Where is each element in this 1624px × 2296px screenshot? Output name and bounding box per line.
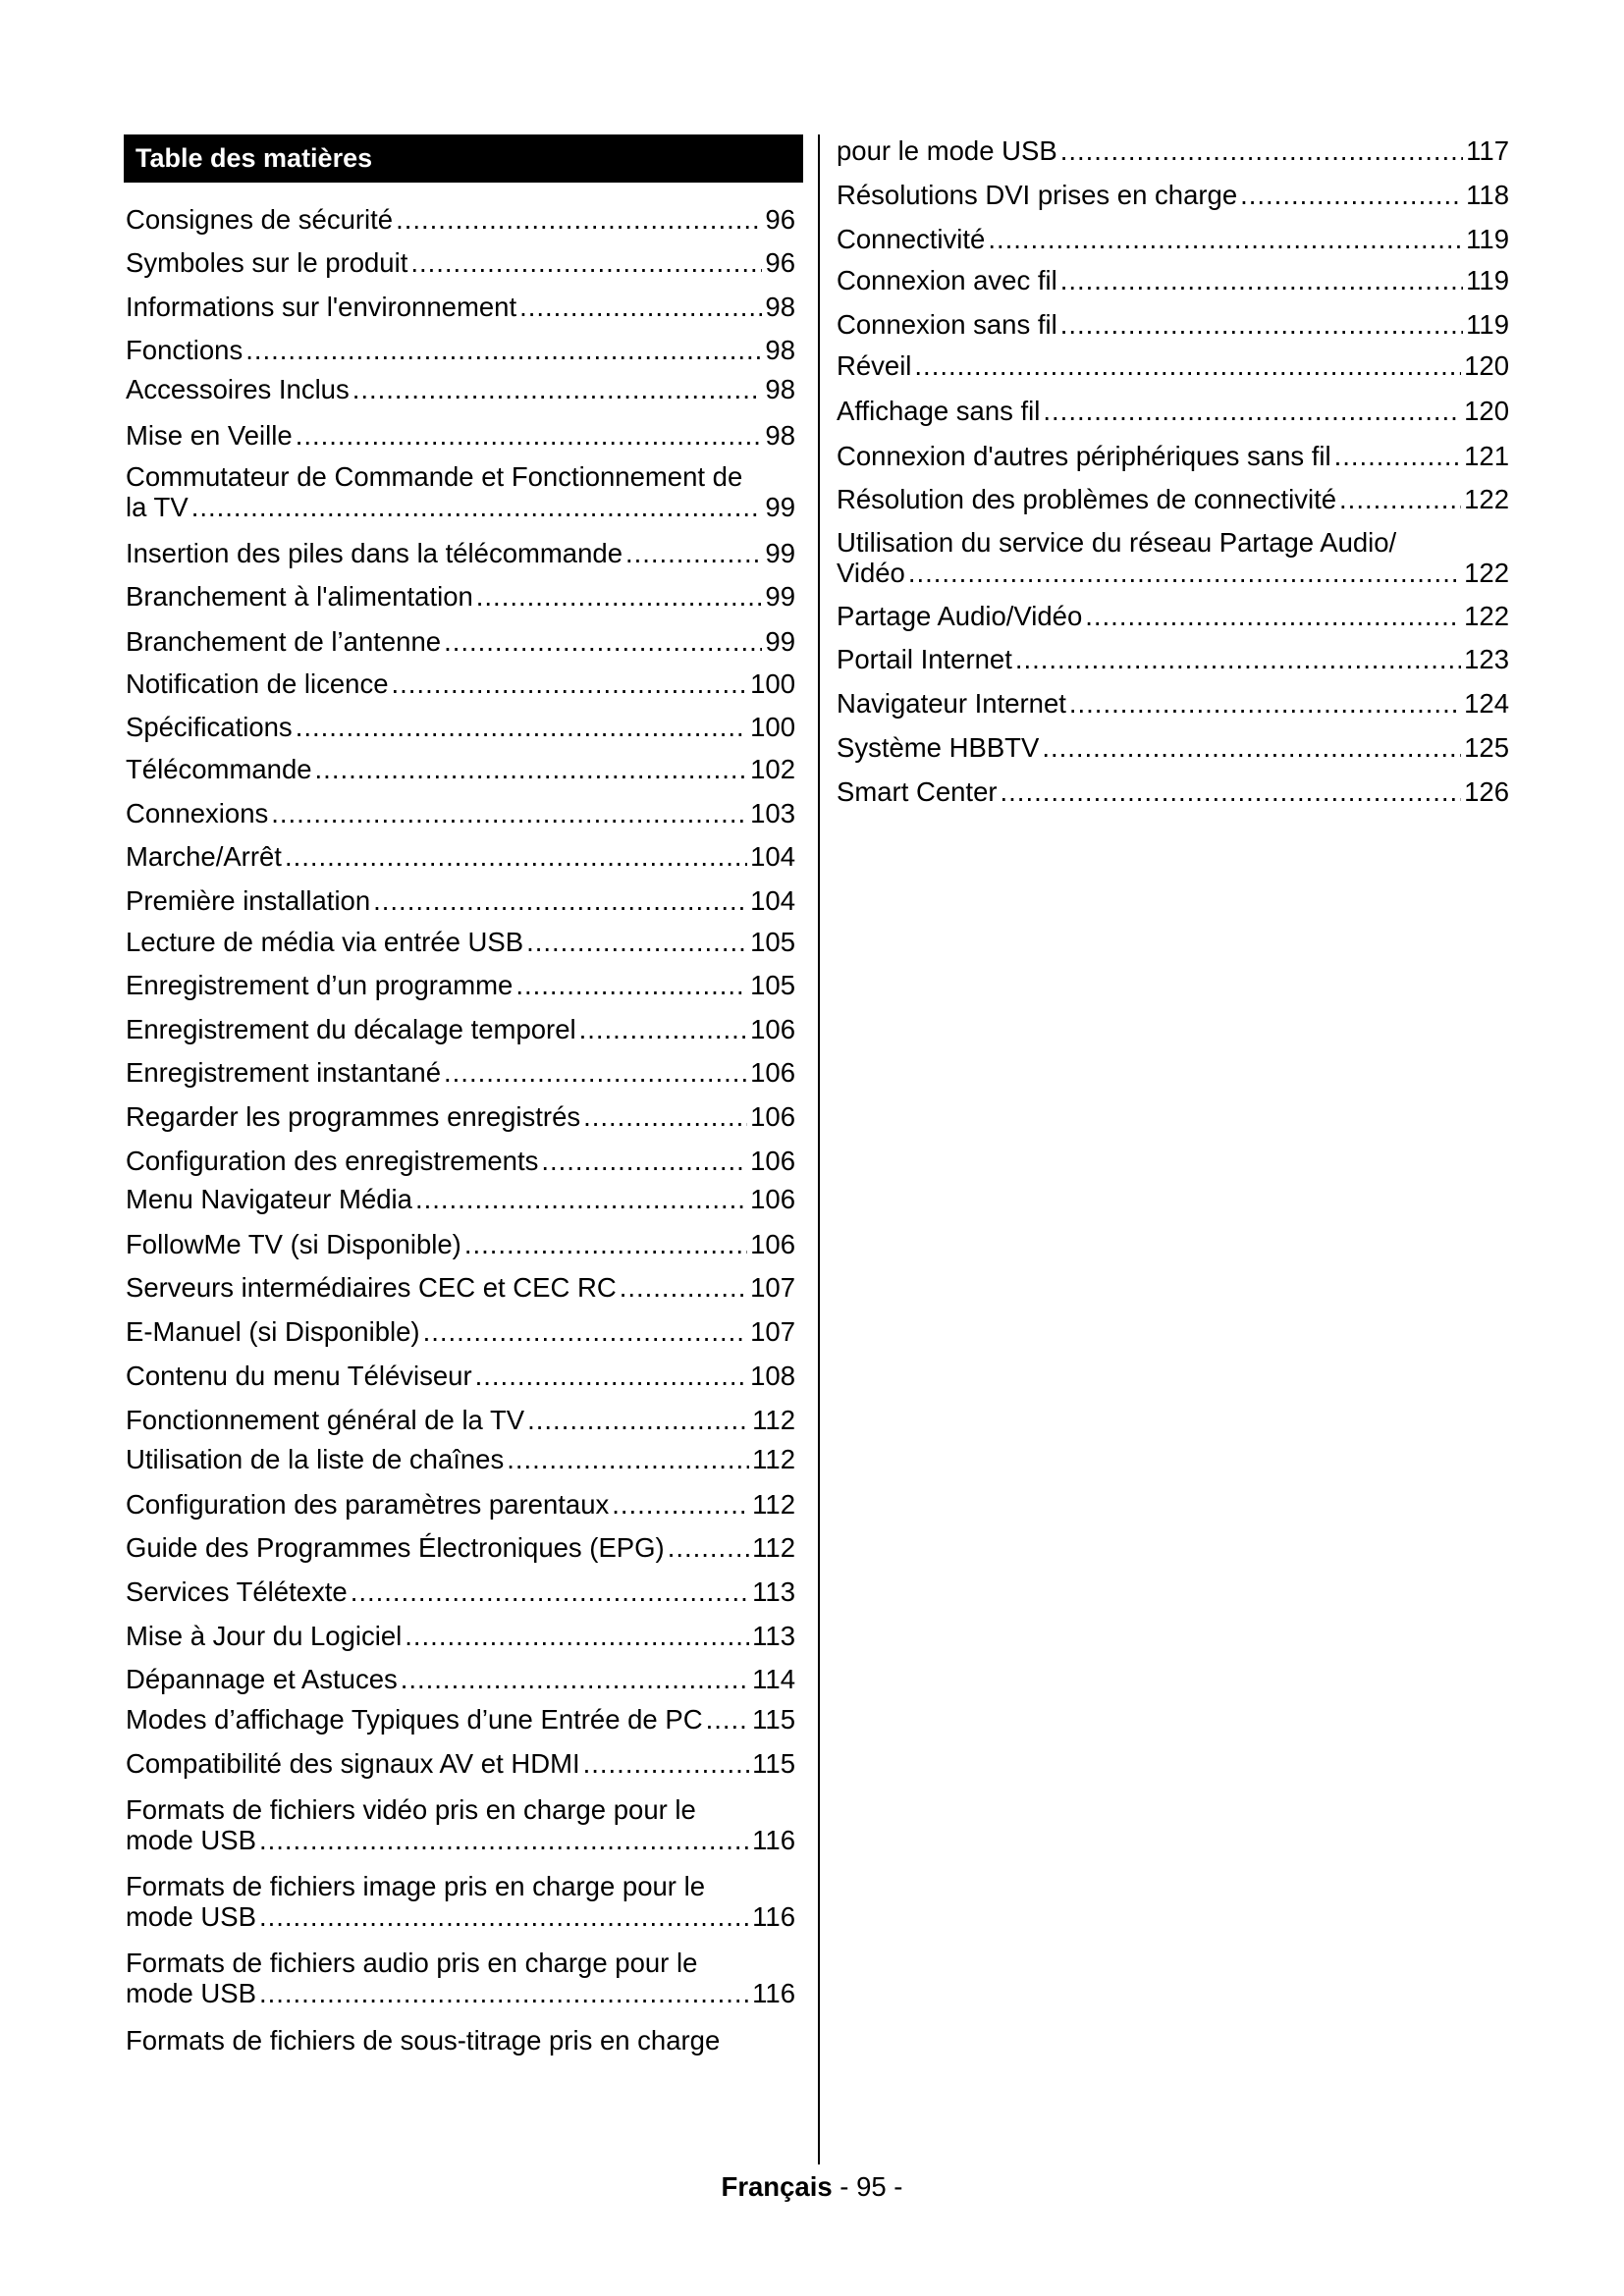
toc-entry-title: Contenu du menu Téléviseur (126, 1361, 472, 1391)
dot-leader (396, 204, 762, 235)
column-divider (818, 134, 820, 2164)
dot-leader (1334, 441, 1462, 471)
toc-entry-page: 99 (765, 492, 795, 522)
toc-entry-title: Branchement de l’antenne (126, 626, 442, 657)
dot-leader (519, 292, 762, 322)
toc-entry[interactable] (126, 538, 795, 568)
toc-entry[interactable] (126, 1532, 795, 1563)
toc-entry-title: Compatibilité des signaux AV et HDMI (126, 1748, 580, 1779)
toc-entry[interactable] (837, 265, 1509, 295)
toc-entry[interactable] (126, 1794, 795, 1855)
toc-entry[interactable] (126, 374, 795, 404)
toc-entry-title: Connectivité (837, 224, 986, 254)
toc-entry[interactable] (126, 2025, 795, 2056)
dot-leader (612, 1489, 749, 1520)
toc-entry[interactable] (837, 441, 1509, 471)
toc-entry-page: 112 (752, 1444, 795, 1474)
dot-leader (527, 1405, 749, 1435)
toc-entry[interactable] (126, 1948, 795, 2008)
toc-entry[interactable] (126, 247, 795, 278)
dot-leader (423, 1316, 748, 1347)
dot-leader (1001, 776, 1462, 807)
toc-entry-page: 106 (750, 1146, 795, 1176)
toc-entry-title: Symboles sur le produit (126, 247, 408, 278)
toc-entry-page: 96 (765, 247, 795, 278)
toc-entry[interactable] (837, 224, 1509, 254)
toc-entry[interactable] (837, 396, 1509, 426)
toc-entry[interactable] (837, 180, 1509, 210)
dot-leader (526, 927, 747, 957)
toc-entry-title: Insertion des piles dans la télécommande (126, 538, 623, 568)
toc-entry-page: 117 (1466, 135, 1509, 166)
toc-entry[interactable] (126, 626, 795, 657)
dot-leader (444, 1057, 747, 1088)
toc-entry[interactable] (126, 461, 795, 522)
dot-leader (259, 1825, 749, 1855)
toc-entry[interactable] (126, 420, 795, 451)
toc-entry-title: Guide des Programmes Électroniques (EPG) (126, 1532, 665, 1563)
toc-entry[interactable] (126, 1444, 795, 1474)
toc-entry-title: Menu Navigateur Média (126, 1184, 412, 1214)
toc-entry-page: 106 (750, 1184, 795, 1214)
toc-entry-title: Connexion sans fil (837, 309, 1057, 340)
dot-leader (415, 1184, 747, 1214)
toc-entry-title: Marche/Arrêt (126, 841, 282, 872)
dot-leader (1240, 180, 1463, 210)
toc-entry[interactable] (837, 644, 1509, 674)
toc-entry-title: Connexions (126, 798, 269, 828)
toc-entry-title: Regarder les programmes enregistrés (126, 1101, 581, 1132)
toc-header (124, 134, 803, 183)
toc-entry-page: 96 (765, 204, 795, 235)
toc-entry-title: Configuration des enregistrements (126, 1146, 539, 1176)
dot-leader (476, 581, 763, 612)
toc-entry[interactable] (126, 970, 795, 1000)
page-footer (0, 2171, 1624, 2203)
toc-entry-page: 113 (752, 1621, 795, 1651)
toc-entry-page: 114 (752, 1664, 795, 1694)
toc-entry[interactable] (126, 1272, 795, 1303)
toc-entry[interactable] (126, 1316, 795, 1347)
toc-entry-title: Vidéo (837, 558, 905, 588)
dot-leader (1043, 396, 1461, 426)
dot-leader (507, 1444, 749, 1474)
toc-entry-page: 98 (765, 292, 795, 322)
toc-entry[interactable] (126, 1014, 795, 1044)
toc-entry[interactable] (126, 1664, 795, 1694)
toc-entry-title-line1: Formats de fichiers audio pris en charge pour le (126, 1948, 698, 1978)
toc-entry-page: 122 (1464, 558, 1509, 588)
dot-leader (620, 1272, 747, 1303)
toc-entry-page: 107 (750, 1272, 795, 1303)
toc-entry-page: 100 (750, 668, 795, 699)
toc-entry-title: Modes d’affichage Typiques d’une Entrée de PC (126, 1704, 703, 1735)
toc-entry[interactable] (126, 712, 795, 742)
dot-leader (285, 841, 747, 872)
toc-entry-page: 115 (752, 1748, 795, 1779)
toc-entry-title: E-Manuel (si Disponible) (126, 1316, 420, 1347)
toc-entry-title: Affichage sans fil (837, 396, 1041, 426)
toc-entry[interactable] (126, 841, 795, 872)
toc-entry[interactable] (126, 1405, 795, 1435)
toc-entry-title: Portail Internet (837, 644, 1012, 674)
toc-entry-title: Services Télétexte (126, 1576, 348, 1607)
toc-entry-page: 119 (1466, 265, 1509, 295)
toc-entry[interactable] (837, 732, 1509, 763)
toc-entry[interactable] (126, 1621, 795, 1651)
toc-entry-page: 122 (1464, 601, 1509, 631)
toc-entry[interactable] (126, 204, 795, 235)
toc-entry-title: Connexion avec fil (837, 265, 1057, 295)
dot-leader (668, 1532, 749, 1563)
toc-entry-page: 106 (750, 1229, 795, 1259)
toc-entry-page: 113 (752, 1576, 795, 1607)
toc-entry-page: 124 (1464, 688, 1509, 719)
toc-entry-page: 98 (765, 374, 795, 404)
toc-entry-page: 120 (1464, 350, 1509, 381)
toc-entry-page: 104 (750, 841, 795, 872)
dot-leader (373, 885, 747, 916)
toc-entry-title: mode USB (126, 1825, 256, 1855)
toc-entry-title: Première installation (126, 885, 371, 916)
toc-entry-title: Accessoires Inclus (126, 374, 350, 404)
toc-entry[interactable] (126, 668, 795, 699)
dot-leader (271, 798, 747, 828)
dot-leader (191, 492, 763, 522)
dot-leader (351, 1576, 749, 1607)
toc-entry-title: Résolutions DVI prises en charge (837, 180, 1238, 210)
toc-entry-title: Consignes de sécurité (126, 204, 394, 235)
dot-leader (259, 1978, 749, 2008)
toc-entry-page: 121 (1464, 441, 1509, 471)
toc-entry[interactable] (126, 885, 795, 916)
toc-entry-title: Spécifications (126, 712, 293, 742)
toc-entry-title: la TV (126, 492, 189, 522)
toc-entry-title: Serveurs intermédiaires CEC et CEC RC (126, 1272, 617, 1303)
dot-leader (245, 335, 762, 365)
toc-entry-page: 106 (750, 1014, 795, 1044)
toc-entry-title: Mise à Jour du Logiciel (126, 1621, 403, 1651)
dot-leader (908, 558, 1461, 588)
toc-entry-page: 119 (1466, 309, 1509, 340)
toc-entry-title: Notification de licence (126, 668, 389, 699)
toc-entry-page: 105 (750, 927, 795, 957)
dot-leader (259, 1901, 749, 1932)
toc-entry-title: Enregistrement instantané (126, 1057, 442, 1088)
toc-entry-page: 112 (752, 1532, 795, 1563)
dot-leader (579, 1014, 748, 1044)
dot-leader (914, 350, 1461, 381)
toc-entry-page: 99 (765, 581, 795, 612)
dot-leader (296, 420, 763, 451)
toc-entry-title: Enregistrement d’un programme (126, 970, 514, 1000)
toc-entry-page: 99 (765, 538, 795, 568)
toc-entry-page: 107 (750, 1316, 795, 1347)
toc-title: Table des matières (135, 143, 373, 173)
toc-entry-page: 120 (1464, 396, 1509, 426)
toc-entry-title: Télécommande (126, 754, 312, 784)
toc-entry-title: mode USB (126, 1901, 256, 1932)
toc-entry[interactable] (126, 581, 795, 612)
footer-page-number: - 95 - (839, 2171, 903, 2202)
toc-entry-title: Connexion d'autres périphériques sans fil (837, 441, 1331, 471)
toc-entry-page: 115 (752, 1704, 795, 1735)
toc-entry-title: Système HBBTV (837, 732, 1040, 763)
toc-entry[interactable] (837, 527, 1509, 588)
toc-entry-title: pour le mode USB (837, 135, 1057, 166)
toc-entry[interactable] (126, 1871, 795, 1932)
dot-leader (706, 1704, 750, 1735)
footer-language: Français (721, 2171, 833, 2202)
toc-entry[interactable] (837, 350, 1509, 381)
dot-leader (352, 374, 763, 404)
toc-entry-page: 102 (750, 754, 795, 784)
toc-entry-title: Branchement à l'alimentation (126, 581, 473, 612)
toc-entry-title: Réveil (837, 350, 912, 381)
toc-entry-page: 99 (765, 626, 795, 657)
toc-entry-page: 98 (765, 420, 795, 451)
toc-entry[interactable] (126, 1229, 795, 1259)
toc-entry-page: 108 (750, 1361, 795, 1391)
dot-leader (1015, 644, 1461, 674)
toc-entry[interactable] (126, 754, 795, 784)
dot-leader (1085, 601, 1461, 631)
toc-entry-page: 116 (752, 1901, 795, 1932)
dot-leader (464, 1229, 747, 1259)
dot-leader (515, 970, 747, 1000)
toc-entry-page: 122 (1464, 484, 1509, 514)
dot-leader (583, 1748, 750, 1779)
dot-leader (405, 1621, 749, 1651)
toc-entry[interactable] (837, 601, 1509, 631)
toc-entry-page: 119 (1466, 224, 1509, 254)
toc-entry-page: 104 (750, 885, 795, 916)
toc-entry-page: 116 (752, 1825, 795, 1855)
toc-entry-page: 103 (750, 798, 795, 828)
toc-entry[interactable] (126, 1101, 795, 1132)
toc-entry[interactable] (837, 484, 1509, 514)
dot-leader (1042, 732, 1461, 763)
dot-leader (1060, 265, 1463, 295)
toc-entry-title: Résolution des problèmes de connectivité (837, 484, 1337, 514)
toc-entry-title: Smart Center (837, 776, 998, 807)
toc-entry-title: Mise en Veille (126, 420, 293, 451)
dot-leader (1060, 135, 1463, 166)
dot-leader (583, 1101, 747, 1132)
toc-entry-title: mode USB (126, 1978, 256, 2008)
toc-entry[interactable] (126, 1361, 795, 1391)
dot-leader (988, 224, 1463, 254)
toc-entry[interactable] (837, 309, 1509, 340)
toc-entry-title: Configuration des paramètres parentaux (126, 1489, 610, 1520)
toc-entry-title: FollowMe TV (si Disponible) (126, 1229, 461, 1259)
toc-entry[interactable] (126, 1704, 795, 1735)
toc-entry[interactable] (126, 798, 795, 828)
toc-entry-page: 112 (752, 1489, 795, 1520)
dot-leader (1060, 309, 1463, 340)
toc-entry-title: Lecture de média via entrée USB (126, 927, 524, 957)
toc-entry[interactable] (126, 1748, 795, 1779)
dot-leader (1069, 688, 1461, 719)
dot-leader (410, 247, 762, 278)
toc-entry[interactable] (837, 776, 1509, 807)
toc-entry-page: 105 (750, 970, 795, 1000)
toc-entry[interactable] (126, 335, 795, 365)
toc-entry-title: Partage Audio/Vidéo (837, 601, 1083, 631)
toc-entry-title-line1: Commutateur de Commande et Fonctionnement de (126, 461, 743, 492)
toc-entry-title-line1: Formats de fichiers image pris en charge pour le (126, 1871, 705, 1901)
toc-entry-page: 125 (1464, 732, 1509, 763)
toc-entry-title: Enregistrement du décalage temporel (126, 1014, 576, 1044)
toc-entry-title: Fonctions (126, 335, 244, 365)
toc-entry-page: 106 (750, 1101, 795, 1132)
toc-entry-page: 106 (750, 1057, 795, 1088)
toc-entry[interactable] (126, 1057, 795, 1088)
toc-entry[interactable] (126, 1146, 795, 1176)
dot-leader (444, 626, 762, 657)
dot-leader (475, 1361, 747, 1391)
toc-entry-page: 112 (752, 1405, 795, 1435)
dot-leader (625, 538, 762, 568)
toc-entry-page: 98 (765, 335, 795, 365)
toc-entry-page: 118 (1466, 180, 1509, 210)
toc-entry[interactable] (126, 927, 795, 957)
toc-entry-title: Informations sur l'environnement (126, 292, 517, 322)
toc-entry[interactable] (126, 1184, 795, 1214)
toc-entry[interactable] (837, 135, 1509, 166)
toc-entry[interactable] (837, 688, 1509, 719)
dot-leader (296, 712, 747, 742)
dot-leader (392, 668, 748, 699)
dot-leader (401, 1664, 749, 1694)
toc-entry-title: Utilisation de la liste de chaînes (126, 1444, 505, 1474)
toc-entry-title: Fonctionnement général de la TV (126, 1405, 525, 1435)
toc-entry-page: 100 (750, 712, 795, 742)
dot-leader (315, 754, 748, 784)
dot-leader (541, 1146, 747, 1176)
dot-leader (1339, 484, 1461, 514)
toc-entry-page: 116 (752, 1978, 795, 2008)
toc-entry-title: Dépannage et Astuces (126, 1664, 398, 1694)
toc-entry-title-line1: Utilisation du service du réseau Partage Audio/ (837, 527, 1397, 558)
toc-entry-title-line1: Formats de fichiers de sous-titrage pris en charge (126, 2025, 721, 2056)
toc-entry[interactable] (126, 292, 795, 322)
toc-entry[interactable] (126, 1489, 795, 1520)
toc-entry-page: 123 (1464, 644, 1509, 674)
toc-entry-title: Navigateur Internet (837, 688, 1066, 719)
toc-entry-title-line1: Formats de fichiers vidéo pris en charge pour le (126, 1794, 696, 1825)
toc-entry-page: 126 (1464, 776, 1509, 807)
toc-entry[interactable] (126, 1576, 795, 1607)
